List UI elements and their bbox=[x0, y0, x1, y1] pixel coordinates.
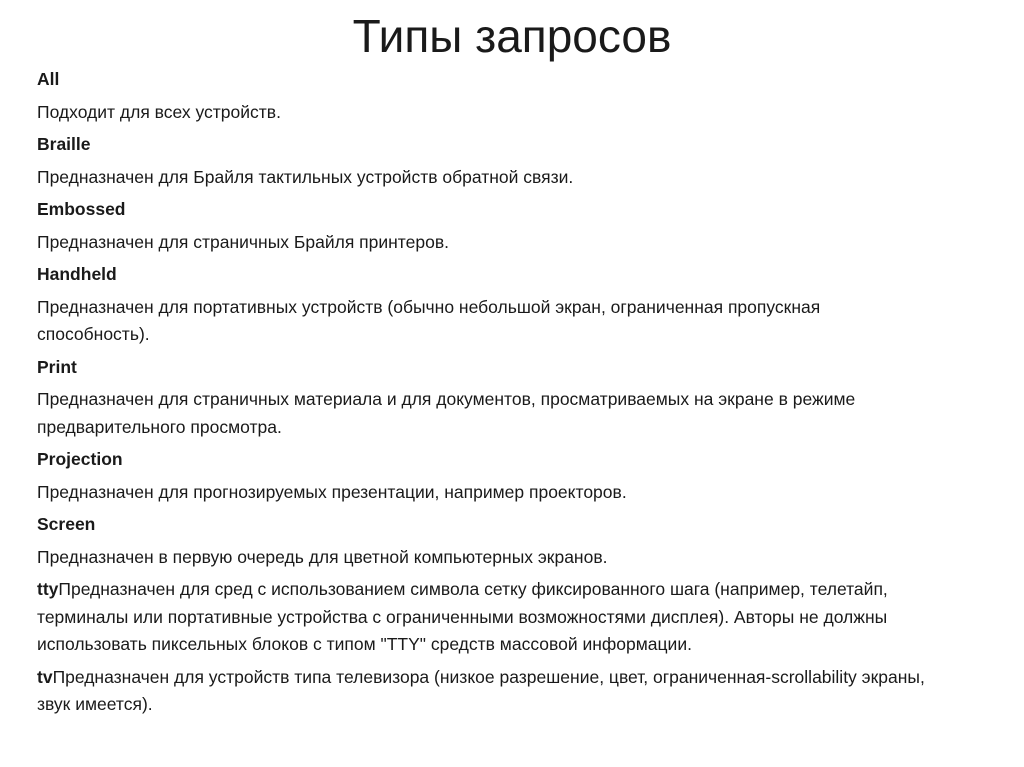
desc-tty: Предназначен для сред с использованием символа сетку фиксированного шага (например, телетайп, терминалы или портативные устройства с ограниченными возможностями дисплея). Авторы не должны использовать пиксельных блоков с типом "TTY" средств массовой информации. bbox=[37, 579, 888, 654]
term-tty: tty bbox=[37, 579, 59, 599]
desc-embossed: Предназначен для страничных Брайля принтеров. bbox=[37, 231, 449, 252]
desc-braille: Предназначен для Брайля тактильных устройств обратной связи. bbox=[37, 166, 574, 187]
term-print: Print bbox=[37, 356, 77, 377]
term-embossed: Embossed bbox=[37, 199, 126, 219]
desc-print: Предназначен для страничных материала и для документов, просматриваемых на экране в режиме предварительного просмотра. bbox=[37, 389, 856, 437]
entry-tv bbox=[37, 664, 927, 719]
term-projection: Projection bbox=[37, 449, 123, 469]
entry-tty bbox=[37, 576, 897, 659]
media-types-list bbox=[37, 66, 987, 724]
desc-projection: Предназначен для прогнозируемых презентации, например проекторов. bbox=[37, 481, 627, 502]
term-all: All bbox=[37, 69, 60, 89]
term-handheld: Handheld bbox=[37, 264, 117, 284]
desc-all: Подходит для всех устройств. bbox=[37, 101, 281, 122]
desc-handheld: Предназначен для портативных устройств (обычно небольшой экран, ограниченная пропускная способность). bbox=[37, 296, 821, 344]
desc-screen: Предназначен в первую очередь для цветной компьютерных экранов. bbox=[37, 546, 608, 567]
term-tv: tv bbox=[37, 666, 53, 687]
term-screen: Screen bbox=[37, 514, 96, 534]
slide-title: Типы запросов bbox=[352, 10, 672, 62]
desc-tv: Предназначен для устройств типа телевизора (низкое разрешение, цвет, ограниченная-scrollability экраны, звук имеется). bbox=[37, 666, 925, 714]
term-braille: Braille bbox=[37, 134, 91, 154]
